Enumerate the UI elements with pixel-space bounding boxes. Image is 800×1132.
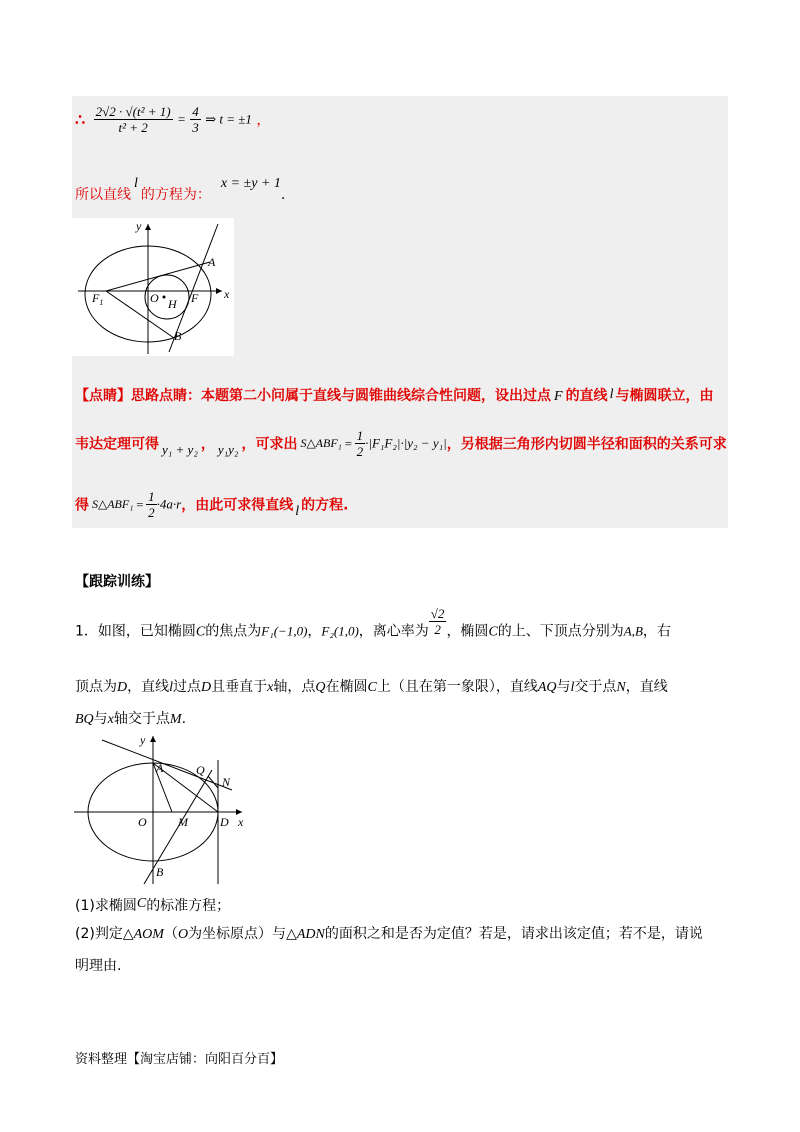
fig2-M-label: M: [178, 815, 188, 829]
comment-line-3: 得 S△ABF₁ = $\frac{1}{2}$ ·4a·r，由此可求得直线 l 的方程.: [75, 489, 349, 520]
eccentricity-fraction: $\frac{√2}{2}$: [430, 606, 445, 637]
therefore-equation: ∴ $\frac{\text{2√2 · √(t² + 1)}}{\text{t² + 2}}$ = $\frac{4}{3}$ ⇒ t = ±1 ，: [75, 104, 271, 135]
fig1-O-label: O: [150, 291, 159, 305]
comment-line-2: 韦达定理可得 y₁ + y₂ ， y₁y₂ ，可求出 S△ABF₁ = $\frac{1}{2}$ ·|F₁F₂|·|y₂ − y₁|，另根据三角形内切圆半径和面积的关系可求: [75, 428, 727, 459]
fig1-F1-label: $F_1$: [92, 291, 104, 307]
fig2-x-label: x: [238, 815, 244, 829]
practice-heading: 【跟踪训练】: [75, 574, 159, 590]
fig1-A-label: A: [208, 255, 216, 269]
footer-source: 资料整理【淘宝店铺：向阳百分百】: [75, 1052, 284, 1067]
fig2-O-label: O: [138, 815, 147, 829]
fig1-H-label: H: [168, 297, 177, 311]
eq1-rhs-fraction: $\frac{4}{3}$: [192, 104, 199, 135]
question-1-line-3: BQ与x轴交于点M.: [75, 711, 187, 727]
question-1-line-2: 顶点为D，直线l过点D且垂直于x轴，点Q在椭圆C上（且在第一象限），直线AQ与l交于点N，直线: [75, 679, 668, 695]
ellipse-incircle-figure: [72, 218, 234, 356]
part-2-line-1: (2)判定△AOM（O为坐标原点）与△ADN的面积之和是否为定值？若是，请求出该定值；若不是，请说: [75, 926, 703, 942]
fig2-y-label: y: [140, 733, 146, 747]
fig2-A-label: A: [156, 761, 164, 775]
fig2-B-label: B: [156, 865, 164, 879]
eq1-fraction: $\frac{\text{2√2 · √(t² + 1)}}{\text{t² + 2}}$: [95, 104, 171, 135]
comment-line-1: 【点睛】思路点睛：本题第二小问属于直线与圆锥曲线综合性问题，设出过点 F 的直线 l 与椭圆联立，由: [75, 387, 714, 404]
part-1: (1)求椭圆C的标准方程；: [75, 896, 231, 914]
line-equation-statement: 所以直线l的方程为：x = ±y + 1.: [75, 176, 286, 203]
fig1-x-label: x: [224, 287, 230, 301]
therefore-symbol: ∴: [75, 110, 86, 129]
fig1-F-label: F: [191, 291, 199, 305]
part-2-line-2: 明理由.: [75, 958, 122, 974]
fig2-Q-label: Q: [196, 763, 205, 777]
fig1-B-label: B: [174, 329, 182, 343]
fig2-D-label: D: [220, 815, 229, 829]
comment-heading: 【点睛】: [75, 388, 131, 404]
ellipse-question-figure: [72, 730, 262, 886]
fig2-N-label: N: [222, 775, 231, 789]
question-1-line-1: 1．如图，已知椭圆C的焦点为F₁(−1,0)，F₂(1,0)，离心率为 $\frac{√2}{2}$ ，椭圆C的上、下顶点分别为A,B，右: [75, 606, 671, 640]
fig1-y-label: y: [136, 219, 142, 233]
